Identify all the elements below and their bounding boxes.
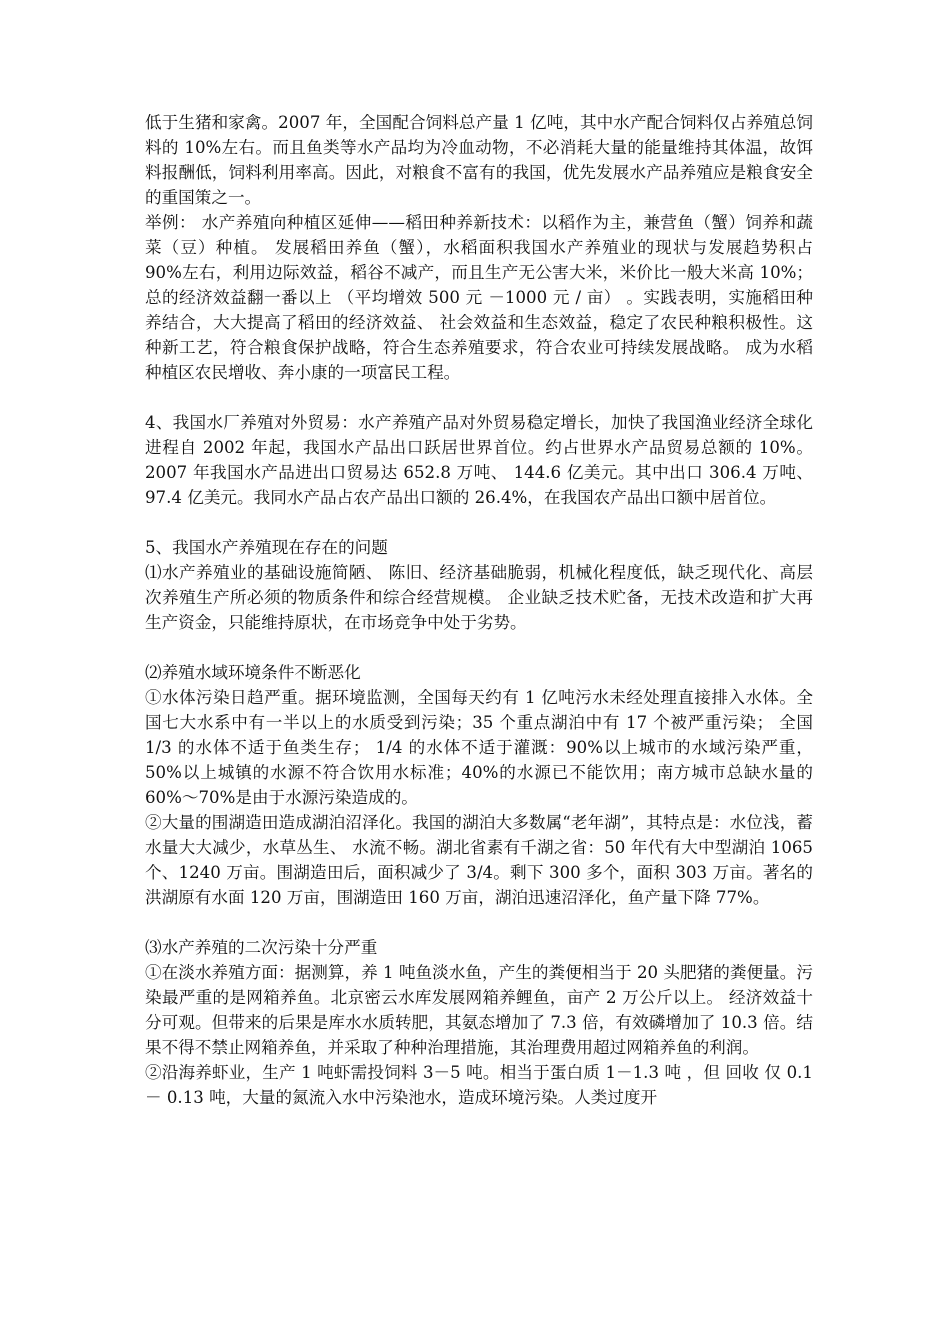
subheading-water-environment: ⑵养殖水域环境条件不断恶化 — [145, 663, 361, 682]
paragraph-foreign-trade: 4、我国水厂养殖对外贸易：水产养殖产品对外贸易稳定增长，加快了我国渔业经济全球化进程自 2002 年起，我国水产品出口跃居世界首位。约占世界水产品贸易总额的 10%。2007 年我国水产品进出口贸易达 652.8 万吨、 144.6 亿美元。其中出口 306.4 万吨、97.4 亿美元。我同水产品占农产品出口额的 26.4%，在我国农产品出口额中居首位。 — [145, 413, 813, 507]
paragraph-infrastructure: ⑴水产养殖业的基础设施简陋、 陈旧、经济基础脆弱，机械化程度低，缺乏现代化、高层次养殖生产所必须的物质条件和综合经营规模。 企业缺乏技术贮备，无技术改造和扩大再生产资金，只能维持原状，在市场竞争中处于劣势。 — [145, 563, 813, 632]
paragraph-spacer — [145, 510, 813, 535]
paragraph-rice-field-example: 举例： 水产养殖向种植区延伸——稻田种养新技术：以稻作为主，兼营鱼（蟹）饲养和蔬菜（豆）种植。 发展稻田养鱼（蟹），水稻面积我国水产养殖业的现状与发展趋势积占 90%左右，利用边际效益，稻谷不减产，而且生产无公害大米，米价比一般大米高 10%；总的经济效益翻一番以上 （平均增效 500 元 －1000 元 / 亩） 。实践表明，实施稻田种养结合，大大提高了稻田的经济效益、 社会效益和生态效益，稳定了农民种粮积极性。这种新工艺，符合粮食保护战略，符合生态养殖要求，符合农业可持续发展战略。 成为水稻种植区农民增收、奔小康的一项富民工程。 — [145, 213, 813, 382]
paragraph-feed-efficiency: 低于生猪和家禽。2007 年，全国配合饲料总产量 1 亿吨，其中水产配合饲料仅占养殖总饲料的 10%左右。而且鱼类等水产品均为冷血动物，不必消耗大量的能量维持其体温，故饵料报酬低，饲料利用率高。因此，对粮食不富有的我国，优先发展水产品养殖应是粮食安全的重国策之一。 — [145, 113, 813, 207]
section-heading-problems: 5、我国水产养殖现在存在的问题 — [145, 538, 388, 557]
paragraph-freshwater-aquaculture: ①在淡水养殖方面：据测算，养 1 吨鱼淡水鱼，产生的粪便相当于 20 头肥猪的粪便量。污染最严重的是网箱养鱼。北京密云水库发展网箱养鲤鱼，亩产 2 万公斤以上。 经济效益十分可观。但带来的后果是库水水质转肥，其氨态增加了 7.3 倍，有效磷增加了 10.3 倍。结果不得不禁止网箱养鱼，并采取了种种治理措施，其治理费用超过网箱养鱼的利润。 — [145, 963, 813, 1057]
paragraph-shrimp-farming: ②沿海养虾业，生产 1 吨虾需投饲料 3－5 吨。相当于蛋白质 1－1.3 吨 ，但 回收 仅 0.1－ 0.13 吨，大量的氮流入水中污染池水，造成环境污染。人类过度开 — [145, 1063, 813, 1107]
document-page — [145, 110, 813, 1110]
subheading-secondary-pollution: ⑶水产养殖的二次污染十分严重 — [145, 938, 378, 957]
paragraph-lake-reclamation: ②大量的围湖造田造成湖泊沼泽化。我国的湖泊大多数属“老年湖”，其特点是：水位浅，蓄水量大大减少，水草丛生、 水流不畅。湖北省素有千湖之省：50 年代有大中型湖泊 1065 个、1240 万亩。围湖造田后，面积减少了 3/4。剩下 300 多个，面积 303 万亩。著名的洪湖原有水面 120 万亩，围湖造田 160 万亩，湖泊迅速沼泽化，鱼产量下降 77%。 — [145, 813, 813, 907]
paragraph-spacer — [145, 635, 813, 660]
paragraph-spacer — [145, 385, 813, 410]
paragraph-spacer — [145, 910, 813, 935]
paragraph-water-pollution: ①水体污染日趋严重。据环境监测，全国每天约有 1 亿吨污水未经处理直接排入水体。全国七大水系中有一半以上的水质受到污染；35 个重点湖泊中有 17 个被严重污染； 全国 1/3 的水体不适于鱼类生存； 1/4 的水体不适于灌溉：90%以上城市的水域污染严重，50%以上城镇的水源不符合饮用水标准；40%的水源已不能饮用；南方城市总缺水量的 60%～70%是由于水源污染造成的。 — [145, 688, 813, 807]
